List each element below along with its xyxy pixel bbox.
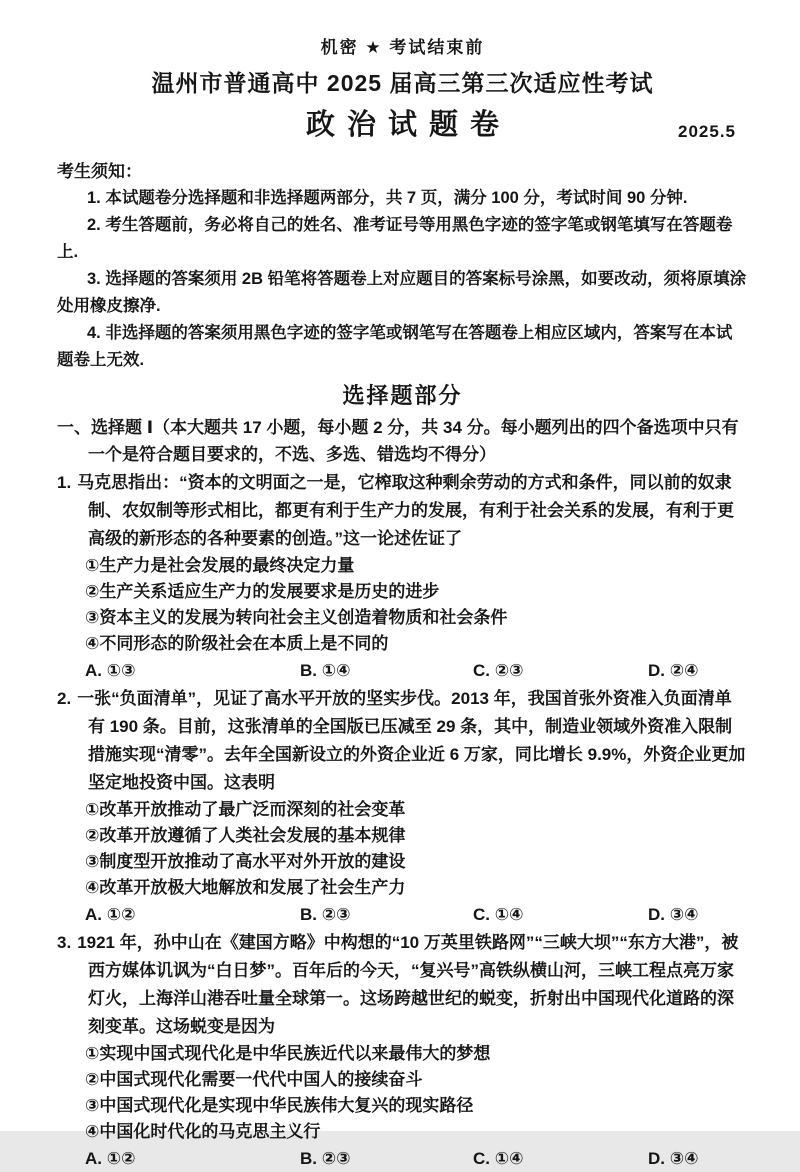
notice-item-3: 3. 选择题的答案须用 2B 铅笔将答题卷上对应题目的答案标号涂黑，如要改动，须将原填涂处用橡皮擦净. [57, 270, 747, 315]
question-3-number: 3. [57, 933, 72, 952]
question-3-stem [57, 929, 748, 1041]
notice-item-1: 1. 本试题卷分选择题和非选择题两部分，共 7 页，满分 100 分，考试时间 90 分钟. [87, 189, 688, 207]
question-3-option-b: B. ②③ [300, 1149, 351, 1168]
paper-title: 政治试题卷 [305, 109, 511, 141]
question-2-stem [57, 685, 748, 797]
notice-heading: 考生须知： [57, 162, 142, 181]
question-3-option-d: D. ③④ [648, 1149, 699, 1168]
question-2-options-row [57, 901, 748, 928]
question-1 [57, 469, 748, 684]
notice-item-2: 2. 考生答题前，务必将自己的姓名、准考证号等用黑色字迹的签字笔或钢笔填写在答题卷上. [57, 216, 733, 261]
question-3-options-row [57, 1145, 748, 1172]
question-2-statement-2: ②改革开放遵循了人类社会发展的基本规律 [85, 826, 406, 845]
question-1-statement-2: ②生产关系适应生产力的发展要求是历史的进步 [85, 582, 440, 601]
exam-date: 2025.5 [678, 122, 736, 141]
question-3-statement-2: ②中国式现代化需要一代代中国人的接续奋斗 [85, 1070, 423, 1089]
notice-item-4: 4. 非选择题的答案须用黑色字迹的签字笔或钢笔写在答题卷上相应区域内，答案写在本试题卷上无效. [57, 324, 733, 369]
question-1-statement-3: ③资本主义的发展为转向社会主义创造着物质和社会条件 [85, 608, 508, 627]
question-3 [57, 929, 748, 1172]
section-instructions: 一、选择题 Ⅰ（本大题共 17 小题，每小题 2 分，共 34 分。每小题列出的四个备选项中只有一个是符合题目要求的，不选、多选、错选均不得分） [57, 418, 739, 464]
question-2-statement-3: ③制度型开放推动了高水平对外开放的建设 [85, 852, 406, 871]
question-3-statement-4: ④中国化时代化的马克思主义行 [85, 1122, 321, 1141]
question-2-option-a: A. ①② [85, 905, 136, 924]
question-2-number: 2. [57, 689, 72, 708]
question-1-statement-4: ④不同形态的阶级社会在本质上是不同的 [85, 634, 389, 653]
question-3-statement-1: ①实现中国式现代化是中华民族近代以来最伟大的梦想 [85, 1044, 491, 1063]
question-2-text: 一张“负面清单”，见证了高水平开放的坚实步伐。2013 年，我国首张外资准入负面清单有 190 条。目前，这张清单的全国版已压减至 29 条，其中，制造业领域外资准入限制措施实现“清零”。去年全国新设立的外资企业近 6 万家，同比增长 9.9%，外资企业更加坚定地投资中国。这表明 [77, 689, 746, 792]
question-1-option-c: C. ②③ [473, 661, 524, 680]
question-2 [57, 685, 748, 928]
exam-title: 温州市普通高中 2025 届高三第三次适应性考试 [151, 70, 654, 96]
question-2-option-d: D. ③④ [648, 905, 699, 924]
section-title: 选择题部分 [342, 383, 463, 408]
notice-section [57, 158, 748, 374]
question-1-statement-1: ①生产力是社会发展的最终决定力量 [85, 556, 355, 575]
question-3-option-a: A. ①② [85, 1149, 136, 1168]
question-1-number: 1. [57, 473, 72, 492]
paper-title-row [57, 104, 748, 146]
question-2-statement-4: ④改革开放极大地解放和发展了社会生产力 [85, 878, 406, 897]
question-1-text: 马克思指出：“资本的文明面之一是，它榨取这种剩余劳动的方式和条件，同以前的奴隶制、农奴制等形式相比，都更有利于生产力的发展，有利于社会关系的发展，有利于更高级的新形态的各种要素的创造。”这一论述佐证了 [77, 473, 734, 548]
question-2-option-c: C. ①④ [473, 905, 524, 924]
question-1-option-b: B. ①④ [300, 661, 351, 680]
question-1-option-a: A. ①③ [85, 661, 136, 680]
question-1-option-d: D. ②④ [648, 661, 699, 680]
question-1-stem [57, 469, 748, 553]
question-3-statement-3: ③中国式现代化是实现中华民族伟大复兴的现实路径 [85, 1096, 474, 1115]
question-3-option-c: C. ①④ [473, 1149, 524, 1168]
question-2-option-b: B. ②③ [300, 905, 351, 924]
classification-banner: 机密 ★ 考试结束前 [320, 38, 485, 57]
question-3-text: 1921 年，孙中山在《建国方略》中构想的“10 万英里铁路网”“三峡大坝”“东方大港”，被西方媒体讥讽为“白日梦”。百年后的今天，“复兴号”高铁纵横山河，三峡工程点亮万家灯火，上海洋山港吞吐量全球第一。这场跨越世纪的蜕变，折射出中国现代化道路的深刻变革。这场蜕变是因为 [77, 933, 739, 1036]
question-2-statement-1: ①改革开放推动了最广泛而深刻的社会变革 [85, 800, 406, 819]
question-1-options-row [57, 657, 748, 684]
